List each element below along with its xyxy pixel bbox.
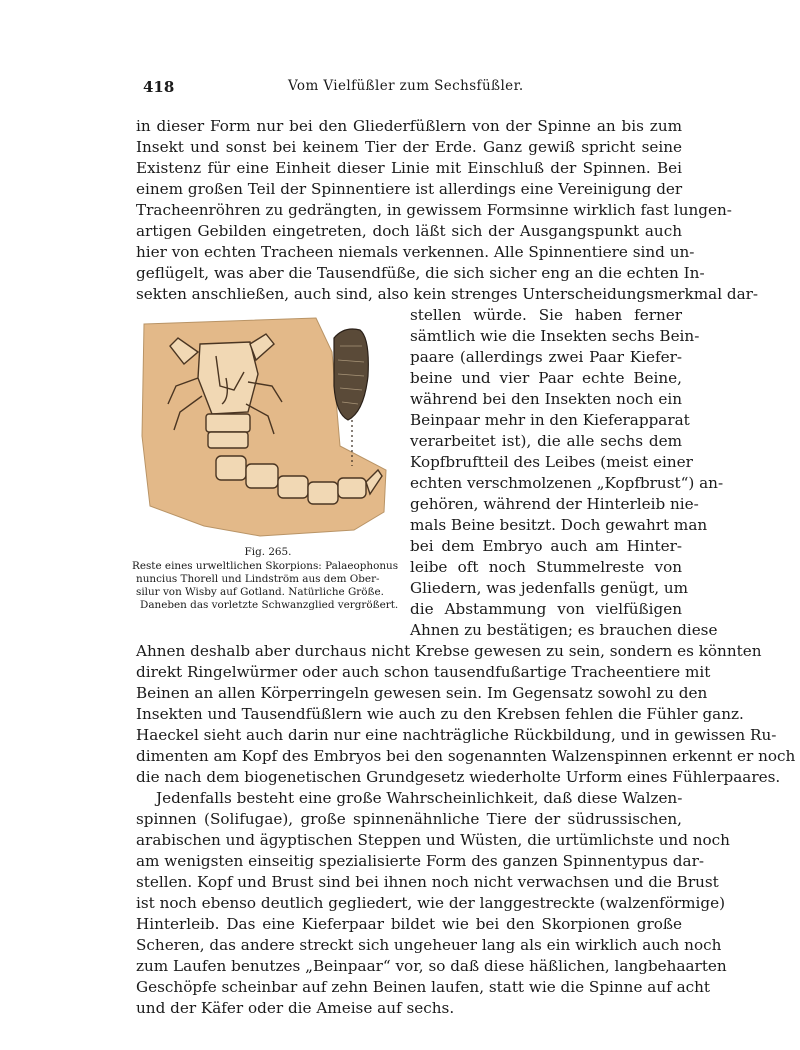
body-line: Gliedern, was jedenfalls genügt, um (410, 579, 689, 597)
caption-line: nuncius Thorell und Lindström aus dem Ober- (136, 573, 380, 585)
body-line: Hinterleib. Das eine Kieferpaar bildet wie bei den Skorpionen große (136, 915, 682, 933)
body-line: sekten anschließen, auch sind, also kein strenges Unterscheidungsmerkmal dar- (136, 285, 759, 303)
body-line: Beinpaar mehr in den Kieferapparat (410, 411, 690, 429)
body-line: Beinen an allen Körperringeln gewesen sein. Im Gegensatz sowohl zu den (136, 684, 708, 702)
body-line: arabischen und ägyptischen Steppen und Wüsten, die urtümlichste und noch (136, 831, 730, 849)
body-line: die Abstammung von vielfüßigen (410, 600, 682, 618)
enlarged-segment-body (334, 329, 368, 420)
body-line: stellen würde. Sie haben ferner (410, 306, 682, 324)
tail-segment (246, 464, 278, 488)
fossil-scorpion-figure (140, 316, 402, 542)
body-line: direkt Ringelwürmer oder auch schon tausendfußartige Tracheentiere mit (136, 663, 711, 681)
body-line: Haeckel sieht auch darin nur eine nachträgliche Rückbildung, und in gewissen Ru- (136, 726, 777, 744)
body-line: stellen. Kopf und Brust sind bei ihnen noch nicht verwachsen und die Brust (136, 873, 719, 891)
body-line: Insekt und sonst bei keinem Tier der Erde. Ganz gewiß spricht seine (136, 138, 682, 156)
body-line: Insekten und Tausendfüßlern wie auch zu den Krebsen fehlen die Fühler ganz. (136, 705, 744, 723)
caption-line: Reste eines urweltlichen Skorpions: Palaeophonus (132, 560, 399, 572)
body-line: zum Laufen benutzes „Beinpaar“ vor, so daß diese häßlichen, langbehaarten (136, 957, 727, 975)
body-line: in dieser Form nur bei den Gliederfüßlern von der Spinne an bis zum (136, 117, 682, 135)
body-line: gehören, während der Hinterleib nie- (410, 495, 699, 513)
tail-segment (278, 476, 308, 498)
body-line: verarbeitet ist), die alle sechs dem (410, 432, 682, 450)
body-line: geflügelt, was aber die Tausendfüße, die sich sicher eng an die echten In- (136, 264, 705, 282)
body-line: Tracheenröhren zu gedrängten, in gewissem Formsinne wirklich fast lungen- (136, 201, 732, 219)
abdomen-segment (208, 432, 248, 448)
body-line: dimenten am Kopf des Embryos bei den sogenannten Walzenspinnen erkennt er noch (136, 747, 796, 765)
fossil-scorpion-illustration (140, 316, 402, 542)
tail-segment (308, 482, 338, 504)
figure-number: Fig. 265. (244, 546, 292, 558)
caption-line: Daneben das vorletzte Schwanzglied vergrößert. (140, 599, 399, 611)
caption-line: silur von Wisby auf Gotland. Natürliche Größe. (136, 586, 384, 598)
page-number: 418 (143, 78, 175, 96)
tail-segment (216, 456, 246, 480)
body-line: bei dem Embryo auch am Hinter- (410, 537, 682, 555)
body-line: Ahnen deshalb aber durchaus nicht Krebse gewesen zu sein, sondern es könnten (136, 642, 762, 660)
body-line: Jedenfalls besteht eine große Wahrscheinlichkeit, daß diese Walzen- (156, 789, 683, 807)
body-line: sämtlich wie die Insekten sechs Bein- (410, 327, 700, 345)
body-line: Existenz für eine Einheit dieser Linie mit Einschluß der Spinnen. Bei (136, 159, 682, 177)
body-line: artigen Gebilden eingetreten, doch läßt sich der Ausgangspunkt auch (136, 222, 682, 240)
body-line: Scheren, das andere streckt sich ungeheuer lang als ein wirklich auch noch (136, 936, 722, 954)
body-line: die nach dem biogenetischen Grundgesetz wiederholte Urform eines Fühlerpaares. (136, 768, 781, 786)
body-line: leibe oft noch Stummelreste von (410, 558, 682, 576)
abdomen-segment (206, 414, 250, 432)
body-line: während bei den Insekten noch ein (410, 390, 682, 408)
body-line: echten verschmolzenen „Kopfbrust“) an- (410, 474, 724, 492)
body-line: am wenigsten einseitig spezialisierte Form des ganzen Spinnentypus dar- (136, 852, 704, 870)
body-line: beine und vier Paar echte Beine, (410, 369, 682, 387)
body-line: Ahnen zu bestätigen; es brauchen diese (410, 621, 718, 639)
body-line: und der Käfer oder die Ameise auf sechs. (136, 999, 455, 1017)
body-line: Geschöpfe scheinbar auf zehn Beinen laufen, statt wie die Spinne auf acht (136, 978, 711, 996)
running-head: Vom Vielfüßler zum Sechsfüßler. (288, 78, 524, 94)
body-line: ist noch ebenso deutlich gegliedert, wie der langgestreckte (walzenförmige) (136, 894, 726, 912)
body-line: Kopfbruftteil des Leibes (meist einer (410, 453, 693, 471)
body-line: paare (allerdings zwei Paar Kiefer- (410, 348, 682, 366)
tail-segment (338, 478, 366, 498)
body-line: einem großen Teil der Spinnentiere ist allerdings eine Vereinigung der (136, 180, 683, 198)
body-line: hier von echten Tracheen niemals verkennen. Alle Spinnentiere sind un- (136, 243, 695, 261)
body-line: mals Beine besitzt. Doch gewahrt man (410, 516, 708, 534)
body-line: spinnen (Solifugae), große spinnenähnliche Tiere der südrussischen, (136, 810, 682, 828)
